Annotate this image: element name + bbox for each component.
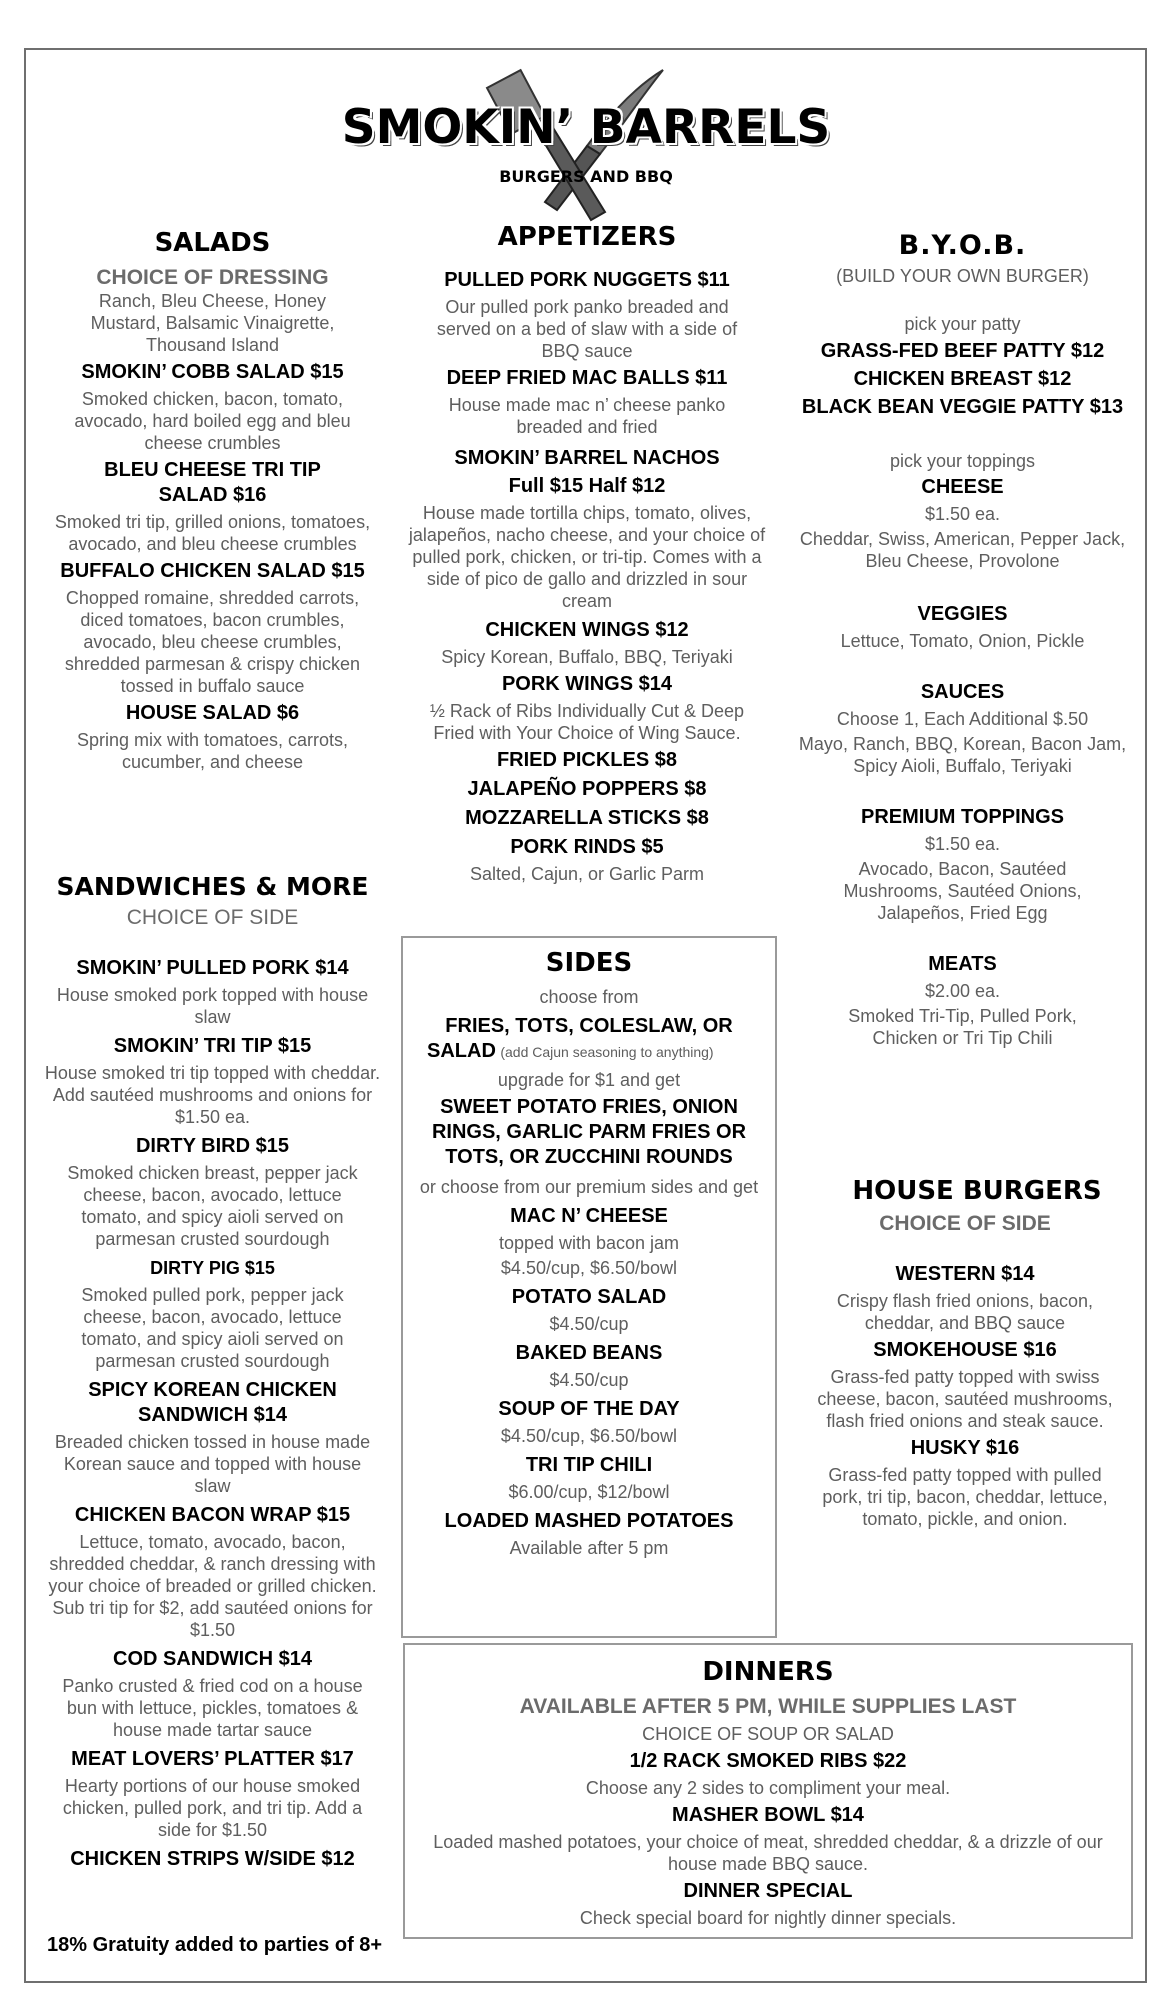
burger-item-desc: Grass-fed patty topped with pulled pork, tri tip, bacon, cheddar, lettuce, tomato, pickle, and onion. <box>822 1465 1108 1529</box>
byob-section <box>795 230 1130 1049</box>
sandwich-item-desc: Hearty portions of our house smoked chicken, pulled pork, and tri tip. Add a side for $1.50 <box>62 1776 363 1840</box>
topping-group-price: Choose 1, Each Additional $.50 <box>836 709 1089 729</box>
sandwich-item <box>40 1847 385 1872</box>
appetizer-item-name: JALAPEÑO POPPERS $8 <box>467 778 707 800</box>
sandwich-item <box>40 1378 385 1497</box>
topping-group-options: Lettuce, Tomato, Onion, Pickle <box>840 631 1085 651</box>
dinner-item <box>423 1803 1113 1875</box>
burger-item-desc: Crispy flash fried onions, bacon, cheddar, and BBQ sauce <box>836 1291 1094 1333</box>
dinner-item <box>423 1879 1113 1929</box>
salads-section <box>40 228 385 773</box>
salad-item-desc: Smoked chicken, bacon, tomato, avocado, hard boiled egg and bleu cheese crumbles <box>74 389 351 453</box>
appetizer-item-price: Full $15 Half $12 <box>508 475 666 497</box>
sides-basic-salad: SALAD <box>427 1040 496 1062</box>
appetizer-item-desc: Salted, Cajun, or Garlic Parm <box>469 864 705 884</box>
burger-item-name: SMOKEHOUSE $16 <box>873 1339 1057 1361</box>
sides-choose-from: choose from <box>539 987 639 1007</box>
appetizer-item <box>404 446 770 612</box>
salad-item <box>40 360 385 454</box>
dinners-box <box>403 1643 1133 1939</box>
salad-item-name: BLEU CHEESE TRI TIP SALAD $16 <box>104 459 321 506</box>
topping-group-name: MEATS <box>928 953 997 975</box>
premium-side-price: $4.50/cup <box>549 1314 629 1334</box>
sandwich-item <box>40 1256 385 1372</box>
topping-group-name: CHEESE <box>921 476 1004 498</box>
sandwich-item <box>40 956 385 1028</box>
topping-group-name: PREMIUM TOPPINGS <box>861 806 1064 828</box>
sandwich-item-desc: Breaded chicken tossed in house made Korean sauce and topped with house slaw <box>54 1432 371 1496</box>
appetizer-item-name: SMOKIN’ BARREL NACHOS <box>454 447 720 469</box>
sandwich-item-name: SMOKIN’ PULLED PORK $14 <box>76 957 349 979</box>
premium-side <box>415 1341 763 1391</box>
premium-side-name: TRI TIP CHILI <box>525 1454 653 1476</box>
appetizer-item-name: PORK RINDS $5 <box>510 836 664 858</box>
dinners-choice: CHOICE OF SOUP OR SALAD <box>642 1724 894 1744</box>
salad-item <box>40 559 385 697</box>
sandwiches-heading: SANDWICHES & MORE <box>56 872 369 901</box>
topping-group-sauces <box>795 680 1130 777</box>
sandwich-item-name: MEAT LOVERS’ PLATTER $17 <box>71 1748 354 1770</box>
sides-premium-note: or choose from our premium sides and get <box>419 1177 759 1197</box>
premium-side <box>415 1509 763 1559</box>
premium-side <box>415 1285 763 1335</box>
premium-side-name: POTATO SALAD <box>511 1286 667 1308</box>
topping-group-options: Smoked Tri-Tip, Pulled Pork, Chicken or Tri Tip Chili <box>848 1006 1077 1048</box>
premium-side-name: LOADED MASHED POTATOES <box>444 1510 734 1532</box>
appetizer-item-desc: ½ Rack of Ribs Individually Cut & Deep Fried with Your Choice of Wing Sauce. <box>429 701 745 743</box>
appetizer-item-name: MOZZARELLA STICKS $8 <box>465 807 709 829</box>
salad-item-desc: Chopped romaine, shredded carrots, diced tomatoes, bacon crumbles, avocado, bleu cheese crumbles, shredded parmesan & crispy chicken tossed in buffalo sauce <box>64 588 361 696</box>
patty-option: BLACK BEAN VEGGIE PATTY $13 <box>801 396 1124 418</box>
topping-group-price: $2.00 ea. <box>924 981 1001 1001</box>
restaurant-name: SMOKIN’ BARRELS <box>341 100 831 155</box>
premium-side-name: BAKED BEANS <box>515 1342 663 1364</box>
sandwich-item-desc: Smoked pulled pork, pepper jack cheese, bacon, avocado, lettuce tomato, and spicy aioli served on parmesan crusted sourdough <box>81 1285 344 1371</box>
appetizers-heading: APPETIZERS <box>497 222 677 252</box>
appetizer-item <box>404 835 770 885</box>
sides-heading: SIDES <box>545 948 633 978</box>
dinners-heading: DINNERS <box>702 1657 834 1687</box>
appetizer-item-name: PULLED PORK NUGGETS $11 <box>444 269 730 291</box>
dressing-options: Ranch, Bleu Cheese, Honey Mustard, Balsamic Vinaigrette, Thousand Island <box>90 291 335 355</box>
sides-basic: FRIES, TOTS, COLESLAW, OR <box>445 1015 733 1037</box>
pick-patty-label: pick your patty <box>904 314 1021 334</box>
appetizer-item-name: DEEP FRIED MAC BALLS $11 <box>446 367 728 389</box>
premium-side <box>415 1397 763 1447</box>
premium-side-price: $4.50/cup, $6.50/bowl <box>500 1426 678 1446</box>
sides-basic-line2 <box>415 1039 763 1065</box>
sides-upgrade: upgrade for $1 and get <box>497 1070 681 1090</box>
sides-box <box>401 936 777 1638</box>
premium-side-price: $6.00/cup, $12/bowl <box>508 1482 670 1502</box>
topping-group-price: $1.50 ea. <box>924 834 1001 854</box>
byob-heading: B.Y.O.B. <box>898 230 1027 261</box>
sandwich-item-name: DIRTY PIG $15 <box>150 1258 275 1278</box>
salad-item-desc: Smoked tri tip, grilled onions, tomatoes, avocado, and bleu cheese crumbles <box>54 512 371 554</box>
salad-item-desc: Spring mix with tomatoes, carrots, cucumber, and cheese <box>76 730 349 772</box>
topping-group-options: Mayo, Ranch, BBQ, Korean, Bacon Jam, Spicy Aioli, Buffalo, Teriyaki <box>798 734 1127 776</box>
burger-item-name: WESTERN $14 <box>895 1263 1035 1285</box>
cajun-note: (add Cajun seasoning to anything) <box>500 1044 714 1060</box>
topping-group-meats <box>795 952 1130 1049</box>
dinner-item-name: MASHER BOWL $14 <box>672 1804 864 1826</box>
dressing-title: CHOICE OF DRESSING <box>96 266 329 289</box>
sandwich-item <box>40 1747 385 1841</box>
appetizer-item-desc: Spicy Korean, Buffalo, BBQ, Teriyaki <box>441 647 733 667</box>
sandwich-item <box>40 1647 385 1741</box>
topping-group-price: $1.50 ea. <box>924 504 1001 524</box>
topping-group-options: Cheddar, Swiss, American, Pepper Jack, Bleu Cheese, Provolone <box>799 529 1126 571</box>
sandwiches-subheading: CHOICE OF SIDE <box>126 906 299 929</box>
sandwich-item <box>40 1503 385 1641</box>
topping-group-options: Avocado, Bacon, Sautéed Mushrooms, Sautéed Onions, Jalapeños, Fried Egg <box>843 859 1082 923</box>
premium-side-desc: topped with bacon jam <box>498 1233 680 1253</box>
sandwich-item-name: DIRTY BIRD $15 <box>135 1135 289 1157</box>
appetizers-section <box>404 222 770 885</box>
sandwich-item-name: CHICKEN BACON WRAP $15 <box>74 1504 351 1526</box>
patty-option: GRASS-FED BEEF PATTY $12 <box>820 340 1105 362</box>
sandwich-item-desc: Smoked chicken breast, pepper jack cheese, bacon, avocado, lettuce tomato, and spicy aioli served on parmesan crusted sourdough <box>67 1163 358 1249</box>
salad-item-name: BUFFALO CHICKEN SALAD $15 <box>60 560 365 582</box>
sandwich-item-name: COD SANDWICH $14 <box>113 1648 312 1670</box>
premium-side <box>415 1204 763 1279</box>
sandwich-item-name: SPICY KOREAN CHICKEN SANDWICH $14 <box>88 1379 337 1426</box>
burger-item <box>800 1436 1130 1530</box>
sandwich-item <box>40 1134 385 1250</box>
salads-heading: SALADS <box>154 228 271 258</box>
burger-item-desc: Grass-fed patty topped with swiss cheese, bacon, sautéed mushrooms, flash fried onions and steak sauce. <box>817 1367 1113 1431</box>
topping-group-veggies <box>795 602 1130 652</box>
byob-subheading: (BUILD YOUR OWN BURGER) <box>836 266 1089 286</box>
dinner-item <box>423 1749 1113 1799</box>
dinner-item-desc: Loaded mashed potatoes, your choice of meat, shredded cheddar, & a drizzle of our house made BBQ sauce. <box>433 1832 1103 1874</box>
premium-side-price: $4.50/cup <box>549 1370 629 1390</box>
premium-side-name: MAC N’ CHEESE <box>510 1205 668 1227</box>
sandwich-item-name: CHICKEN STRIPS W/SIDE $12 <box>70 1848 355 1870</box>
appetizer-item-name: FRIED PICKLES $8 <box>496 749 678 771</box>
dinner-item-desc: Check special board for nightly dinner specials. <box>579 1908 957 1928</box>
pick-toppings-label: pick your toppings <box>889 451 1036 471</box>
premium-side-name: SOUP OF THE DAY <box>498 1398 680 1420</box>
sandwich-item-desc: House smoked tri tip topped with cheddar. Add sautéed mushrooms and onions for $1.50 ea. <box>44 1063 381 1127</box>
appetizer-item <box>404 366 770 438</box>
dinner-item-name: 1/2 RACK SMOKED RIBS $22 <box>629 1750 907 1772</box>
sandwich-item-desc: House smoked pork topped with house slaw <box>56 985 369 1027</box>
dinners-availability: AVAILABLE AFTER 5 PM, WHILE SUPPLIES LAST <box>519 1695 1017 1718</box>
house-burgers-subheading: CHOICE OF SIDE <box>879 1212 1051 1235</box>
burger-item-name: HUSKY $16 <box>910 1437 1020 1459</box>
appetizer-item <box>404 618 770 668</box>
house-burgers-section <box>800 1176 1130 1530</box>
premium-side-price: $4.50/cup, $6.50/bowl <box>500 1258 678 1278</box>
topping-group-name: VEGGIES <box>917 603 1008 625</box>
gratuity-note: 18% Gratuity added to parties of 8+ <box>47 1934 383 1956</box>
appetizer-item-name: CHICKEN WINGS $12 <box>485 619 689 641</box>
burger-item <box>800 1262 1130 1334</box>
salad-item <box>40 458 385 555</box>
house-burgers-heading: HOUSE BURGERS <box>852 1176 1102 1206</box>
premium-side <box>415 1453 763 1503</box>
patty-option: CHICKEN BREAST $12 <box>853 368 1072 390</box>
sandwich-item-desc: Lettuce, tomato, avocado, bacon, shredded cheddar, & ranch dressing with your choice of breaded or grilled chicken. Sub tri tip for $2, add sautéed onions for $1.50 <box>48 1532 377 1640</box>
burger-item <box>800 1338 1130 1432</box>
appetizer-item-desc: Our pulled pork panko breaded and served on a bed of slaw with a side of BBQ sauce <box>436 297 738 361</box>
salad-item-name: SMOKIN’ COBB SALAD $15 <box>81 361 344 383</box>
topping-group-premium <box>795 805 1130 924</box>
topping-group-name: SAUCES <box>920 681 1005 703</box>
appetizer-item <box>404 672 770 744</box>
topping-group-cheese <box>795 475 1130 572</box>
sandwich-item <box>40 1034 385 1128</box>
restaurant-tagline: BURGERS AND BBQ <box>499 167 673 186</box>
dinner-item-desc: Choose any 2 sides to compliment your meal. <box>585 1778 951 1798</box>
sandwich-item-desc: Panko crusted & fried cod on a house bun with lettuce, pickles, tomatoes & house made tartar sauce <box>62 1676 363 1740</box>
dinner-item-name: DINNER SPECIAL <box>683 1880 853 1902</box>
sides-upgrade-items: SWEET POTATO FRIES, ONION RINGS, GARLIC PARM FRIES OR TOTS, OR ZUCCHINI ROUNDS <box>431 1096 747 1168</box>
premium-side-price: Available after 5 pm <box>509 1538 669 1558</box>
sandwiches-section <box>40 872 385 1872</box>
appetizer-item-desc: House made tortilla chips, tomato, olives, jalapeños, nacho cheese, and your choice of pulled pork, chicken, or tri-tip. Comes with a side of pico de gallo and drizzled in sour cream <box>408 503 766 611</box>
salad-item <box>40 701 385 773</box>
sandwich-item-name: SMOKIN’ TRI TIP $15 <box>113 1035 312 1057</box>
appetizer-item-name: PORK WINGS $14 <box>501 673 673 695</box>
appetizer-item-desc: House made mac n’ cheese panko breaded and fried <box>448 395 726 437</box>
appetizer-item <box>404 268 770 362</box>
salad-item-name: HOUSE SALAD $6 <box>125 702 300 724</box>
